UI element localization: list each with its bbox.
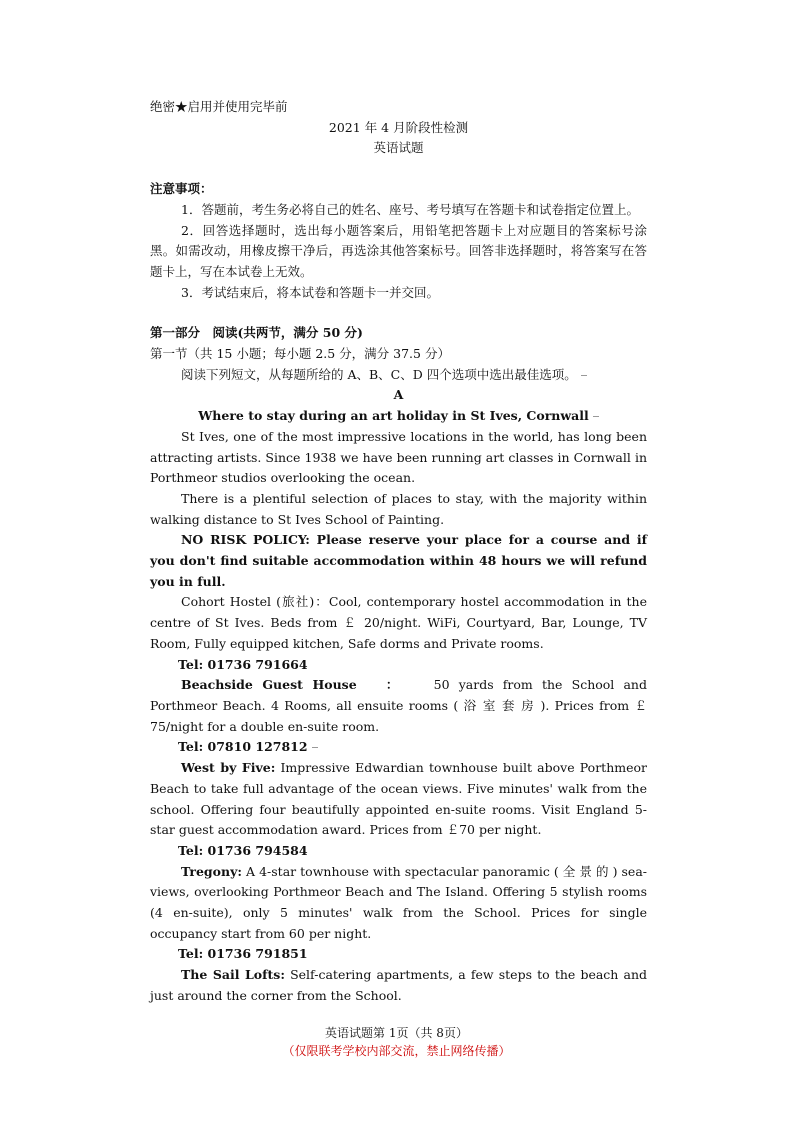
exam-page <box>150 97 647 1007</box>
notice-item-3: 3．考试结束后，将本试卷和答题卡一并交回。 <box>181 284 439 300</box>
tel-west-by-five: Tel: 01736 794584 <box>178 842 308 858</box>
passage-title: Where to stay during an art holiday in St Ives, Cornwall <box>150 406 647 427</box>
page-footer: 英语试题第 1页（共 8页） <box>325 1026 468 1040</box>
passage-label: A <box>393 387 404 403</box>
part-title: 第一部分 阅读(共两节，满分 50 分) <box>150 325 363 341</box>
tregony: Tregony: A 4-star townhouse with spectacular panoramic ( 全 景 的 ) sea-views, overlooking Porthmeor Beach and The Island. Offering 5 stylish rooms (4 en-suite), only 5 minutes' walk from the School. Prices for single occupancy start from 60 per night. <box>150 863 647 941</box>
tel-beachside: Tel: 07810 127812 <box>150 737 647 758</box>
notice-item-2: 2．回答选择题时，选出每小题答案后，用铅笔把答题卡上对应题目的答案标号涂黑。如需改动，用橡皮擦干净后，再选涂其他答案标号。回答非选择题时，将答案写在答题卡上，写在本试卷上无效。 <box>150 222 647 279</box>
passage-paragraph-2: There is a plentiful selection of places to stay, with the majority within walking distance to St Ives School of Painting. <box>150 490 647 527</box>
exam-title: 2021 年 4 月阶段性检测 <box>328 119 469 135</box>
beachside-guest-house: Beachside Guest House ： 50 yards from the School and Porthmeor Beach. 4 Rooms, all ensuite rooms ( 浴 室 套 房 ). Prices from ￡ 75/night for a double en-suite room. <box>150 677 647 734</box>
sail-lofts: The Sail Lofts: Self-catering apartments, a few steps to the beach and just around the corner from the School. <box>150 967 647 1003</box>
no-risk-policy: NO RISK POLICY: Please reserve your place for a course and if you don't find suitable accommodation within 48 hours we will refund you in full. <box>150 532 647 589</box>
distribution-notice: （仅限联考学校内部交流，禁止网络传播） <box>282 1044 511 1058</box>
tel-cohort: Tel: 01736 791664 <box>178 656 308 672</box>
secret-label: 绝密★启用并使用完毕前 <box>150 99 288 114</box>
west-by-five: West by Five: Impressive Edwardian townhouse built above Porthmeor Beach to take full advantage of the ocean views. Five minutes' walk from the school. Offering four beautifully appointed en-suite rooms. Visit England 5-star guest accommodation award. Prices from ￡70 per night. <box>150 760 647 838</box>
notice-item-1: 1．答题前，考生务必将自己的姓名、座号、考号填写在答题卡和试卷指定位置上。 <box>181 201 639 217</box>
subject-title: 英语试题 <box>373 140 424 156</box>
instruction: 阅读下列短文，从每题所给的 A、B、C、D 四个选项中选出最佳选项。 <box>150 365 647 386</box>
passage-paragraph-1: St Ives, one of the most impressive locations in the world, has long been attracting artists. Since 1938 we have been running art classes in Cornwall in Porthmeor studios overlooking the ocean. <box>150 428 647 486</box>
section-title: 第一节（共 15 小题；每小题 2.5 分，满分 37.5 分） <box>150 346 450 362</box>
cohort-hostel: Cohort Hostel (旅社)：Cool, contemporary hostel accommodation in the centre of St Ives. Beds from ￡ 20/night. WiFi, Courtyard, Bar, Lounge, TV Room, Fully equipped kitchen, Safe dorms and Private rooms. <box>150 594 647 651</box>
tel-tregony: Tel: 01736 791851 <box>178 946 308 962</box>
notice-title: 注意事项： <box>150 181 213 197</box>
